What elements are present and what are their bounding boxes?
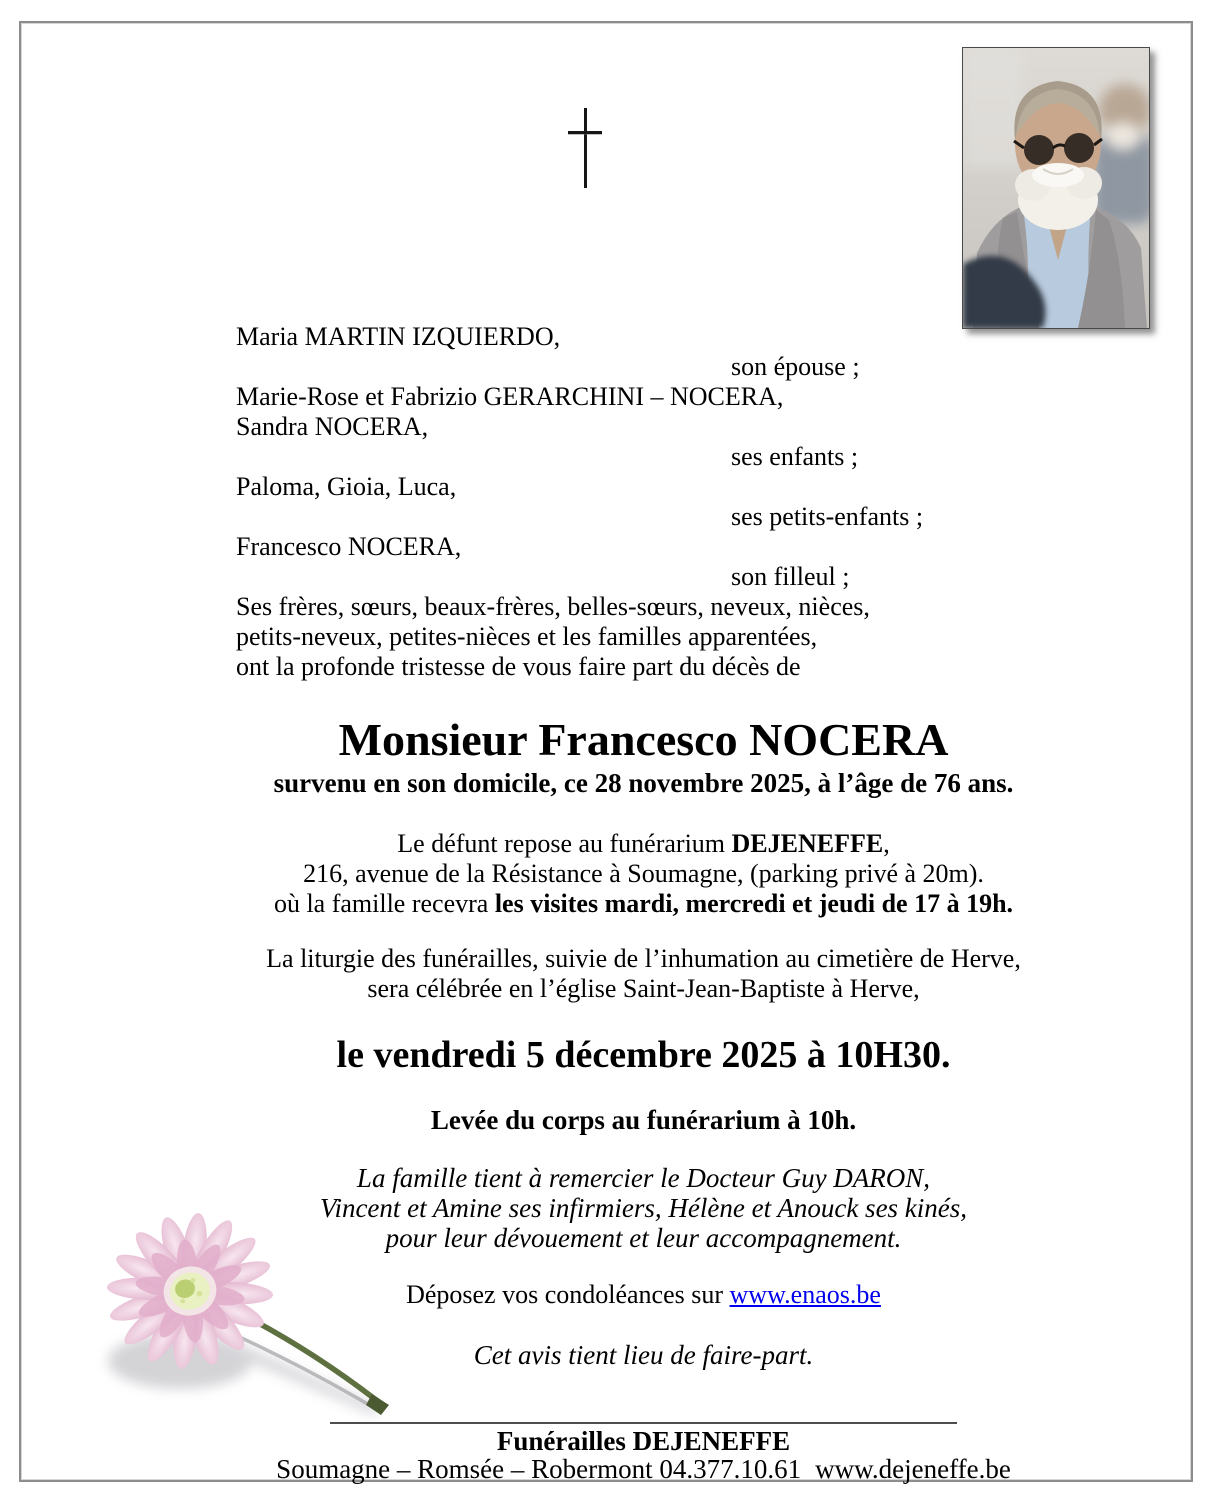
repose-line-1: [236, 829, 1051, 859]
deceased-photo-illustration: [963, 48, 1149, 328]
liturgy-line-2: sera célébrée en l’église Saint-Jean-Baptiste à Herve,: [367, 974, 920, 1003]
family-names-block: [236, 322, 1051, 682]
thanks-line-2: Vincent et Amine ses infirmiers, Hélène et Anouck ses kinés,: [319, 1193, 968, 1223]
enaos-link[interactable]: www.enaos.be: [729, 1280, 881, 1309]
repose-text: Le défunt repose au funérarium: [397, 829, 732, 858]
family-relation-line: son filleul ;: [731, 562, 850, 591]
family-relation-line: ses enfants ;: [731, 442, 859, 471]
funeral-home-footer-contact: [236, 1455, 1051, 1483]
thanks-line-1: La famille tient à remercier le Docteur Guy DARON,: [356, 1163, 931, 1193]
funeral-home-name: DEJENEFFE: [731, 829, 884, 858]
pink-flower-illustration: [50, 1193, 395, 1425]
funeral-home-footer-name: Funérailles DEJENEFFE: [496, 1426, 791, 1456]
condolences-text: Déposez vos condoléances sur: [406, 1280, 730, 1309]
family-line: Ses frères, sœurs, beaux-frères, belles-sœurs, neveux, nièces,: [236, 592, 870, 621]
family-line: Paloma, Gioia, Luca,: [236, 472, 457, 501]
visits-line: [236, 889, 1051, 919]
deceased-photo: [962, 47, 1150, 329]
flower-image: [50, 1193, 395, 1425]
family-line: Maria MARTIN IZQUIERDO,: [236, 322, 561, 351]
family-line: petits-neveux, petites-nièces et les familles apparentées,: [236, 622, 818, 651]
family-line: ont la profonde tristesse de vous faire part du décès de: [236, 652, 801, 681]
repose-text: ,: [883, 829, 890, 858]
visits-schedule: les visites mardi, mercredi et jeudi de 17 à 19h.: [494, 889, 1014, 918]
family-line: Sandra NOCERA,: [236, 412, 429, 441]
footer-website: www.dejeneffe.be: [815, 1454, 1011, 1484]
family-line: Marie-Rose et Fabrizio GERARCHINI – NOCERA,: [236, 382, 784, 411]
family-relation-line: son épouse ;: [731, 352, 860, 381]
notice-line: Cet avis tient lieu de faire-part.: [473, 1340, 814, 1370]
deceased-name-title: Monsieur Francesco NOCERA: [338, 714, 949, 765]
cross-icon: [568, 108, 602, 188]
death-date-line: survenu en son domicile, ce 28 novembre 2025, à l’âge de 76 ans.: [273, 768, 1014, 798]
liturgy-line-1: La liturgie des funérailles, suivie de l’inhumation au cimetière de Herve,: [266, 944, 1021, 973]
levee-line: Levée du corps au funérarium à 10h.: [430, 1105, 857, 1135]
footer-locations-phone: Soumagne – Romsée – Robermont 04.377.10.61: [276, 1454, 802, 1484]
family-relation-line: ses petits-enfants ;: [731, 502, 924, 531]
ceremony-date-line: le vendredi 5 décembre 2025 à 10H30.: [336, 1034, 951, 1076]
family-line: Francesco NOCERA,: [236, 532, 462, 561]
visits-text: où la famille recevra: [273, 889, 495, 918]
repose-address-line: 216, avenue de la Résistance à Soumagne, (parking privé à 20m).: [303, 859, 984, 888]
footer-divider: [330, 1422, 957, 1424]
thanks-line-3: pour leur dévouement et leur accompagnement.: [385, 1223, 902, 1253]
